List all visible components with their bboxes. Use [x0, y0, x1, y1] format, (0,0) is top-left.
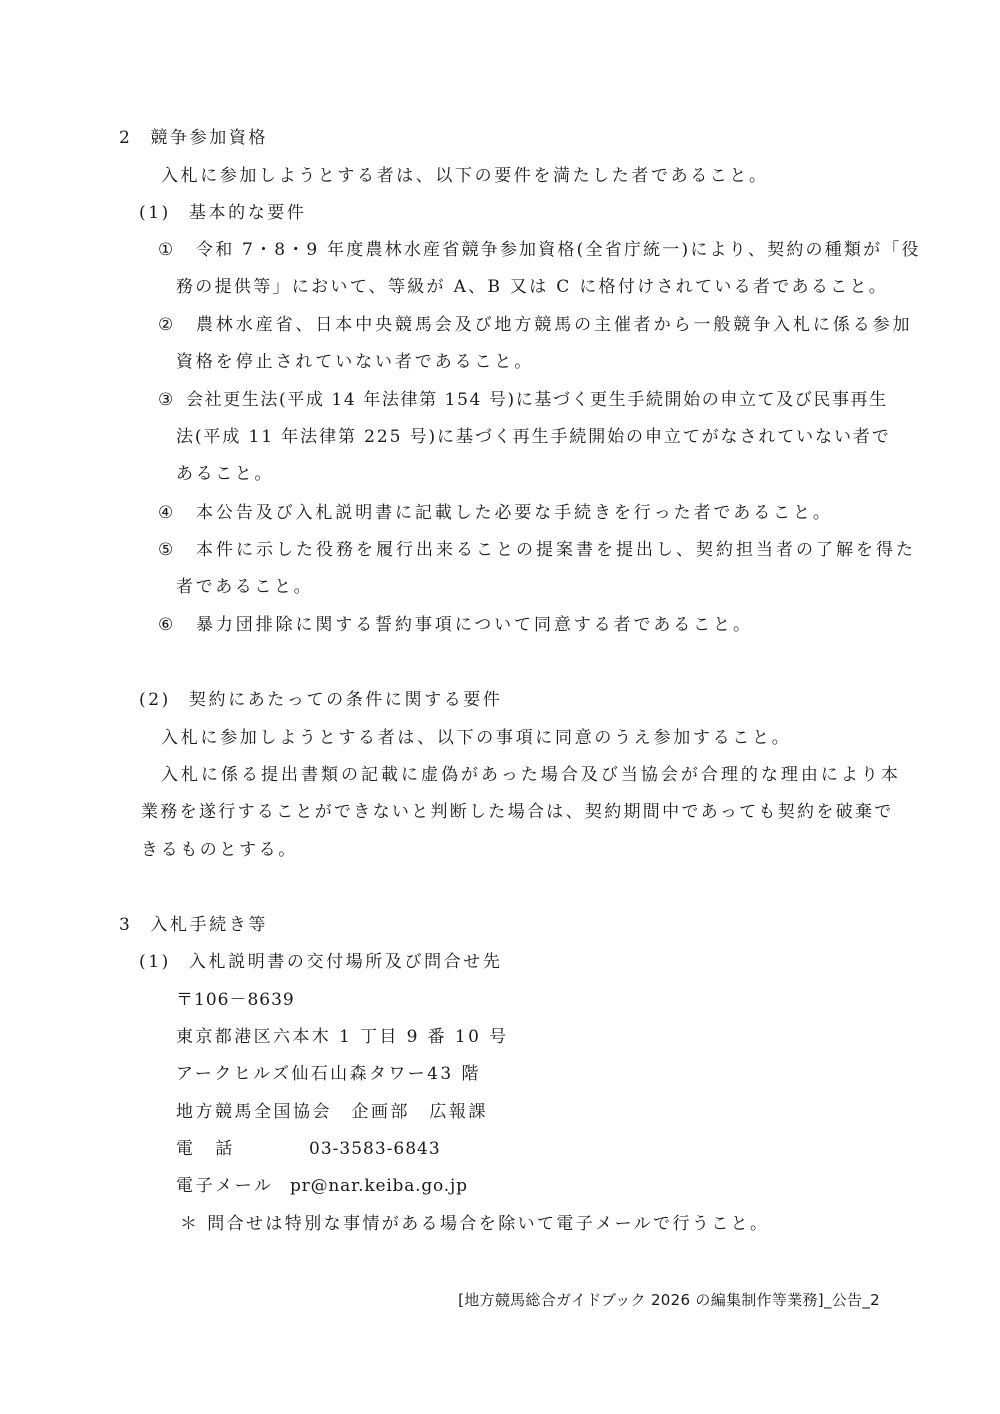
sub2-para1: 入札に参加しようとする者は、以下の事項に同意のうえ参加すること。 [161, 728, 792, 748]
item-1-mark: ① [158, 240, 176, 260]
item-4-mark: ④ [158, 503, 176, 523]
item-6-mark: ⑥ [158, 615, 176, 635]
item-5-line-1: 本件に示した役務を履行出来ることの提案書を提出し、契約担当者の了解を得た [196, 540, 916, 560]
section3-sub1-title: 入札説明書の交付場所及び問合せ先 [188, 952, 503, 972]
section2-heading [119, 126, 268, 150]
sub1-title: 基本的な要件 [188, 203, 307, 223]
item-3-mark: ③ [158, 390, 176, 410]
section3-title: 入札手続き等 [150, 915, 269, 935]
email-label: 電子メール [176, 1176, 274, 1196]
sub2-number: (2) [139, 690, 171, 710]
postal-code: 〒106－8639 [176, 990, 295, 1010]
email-address[interactable]: pr@nar.keiba.go.jp [290, 1176, 468, 1196]
sub2-para2-line-1: 入札に係る提出書類の記載に虚偽があった場合及び当協会が合理的な理由により本 [161, 765, 901, 785]
item-4-line-1: 本公告及び入札説明書に記載した必要な手続きを行った者であること。 [196, 503, 833, 523]
section2-intro: 入札に参加しようとする者は、以下の要件を満たした者であること。 [161, 166, 769, 186]
item-1-line-1: 令和 7・8・9 年度農林水産省競争参加資格(全省庁統一)により、契約の種類が「役 [196, 240, 921, 260]
section3-sub1-heading [139, 950, 503, 974]
item-2-line-1: 農林水産省、日本中央競馬会及び地方競馬の主催者から一般競争入札に係る参加 [196, 315, 913, 335]
organization: 地方競馬全国協会 企画部 広報課 [176, 1102, 488, 1122]
item-5-mark: ⑤ [158, 540, 176, 560]
contact-note: ＊ 問合せは特別な事情がある場合を除いて電子メールで行うこと。 [180, 1214, 770, 1234]
item-3-line-3: あること。 [176, 464, 274, 484]
sub1-number: (1) [139, 203, 171, 223]
section3-number: 3 [119, 915, 133, 935]
address: 東京都港区六本木 1 丁目 9 番 10 号 [176, 1027, 509, 1047]
sub1-heading [139, 201, 307, 225]
sub2-title: 契約にあたっての条件に関する要件 [188, 690, 503, 710]
item-2-line-2: 資格を停止されていない者であること。 [176, 352, 535, 372]
section2-number: 2 [119, 128, 133, 148]
page-footer: [地方競馬総合ガイドブック 2026 の編集制作等業務]_公告_2 [458, 1291, 880, 1309]
section2-title: 競争参加資格 [150, 128, 269, 148]
building: アークヒルズ仙石山森タワー43 階 [176, 1064, 481, 1084]
sub2-para2-line-3: きるものとする。 [141, 840, 298, 860]
phone-label: 電 話 [176, 1139, 235, 1159]
sub2-para2-line-2: 業務を遂行することができないと判断した場合は、契約期間中であっても契約を破棄で [141, 802, 894, 822]
item-1-line-2: 務の提供等」において、等級が A、B 又は C に格付けされている者であること。 [176, 277, 889, 297]
item-3-line-2: 法(平成 11 年法律第 225 号)に基づく再生手続開始の申立てがなされていない者で [176, 427, 891, 447]
item-2-mark: ② [158, 315, 176, 335]
section3-sub1-number: (1) [139, 952, 171, 972]
item-3-line-1: 会社更生法(平成 14 年法律第 154 号)に基づく更生手続開始の申立て及び民事再生 [186, 390, 888, 410]
sub2-heading [139, 688, 503, 712]
item-5-line-2: 者であること。 [176, 577, 314, 597]
section3-heading [119, 913, 268, 937]
item-6-line-1: 暴力団排除に関する誓約事項について同意する者であること。 [196, 615, 753, 635]
phone-number: 03-3583-6843 [309, 1139, 441, 1159]
